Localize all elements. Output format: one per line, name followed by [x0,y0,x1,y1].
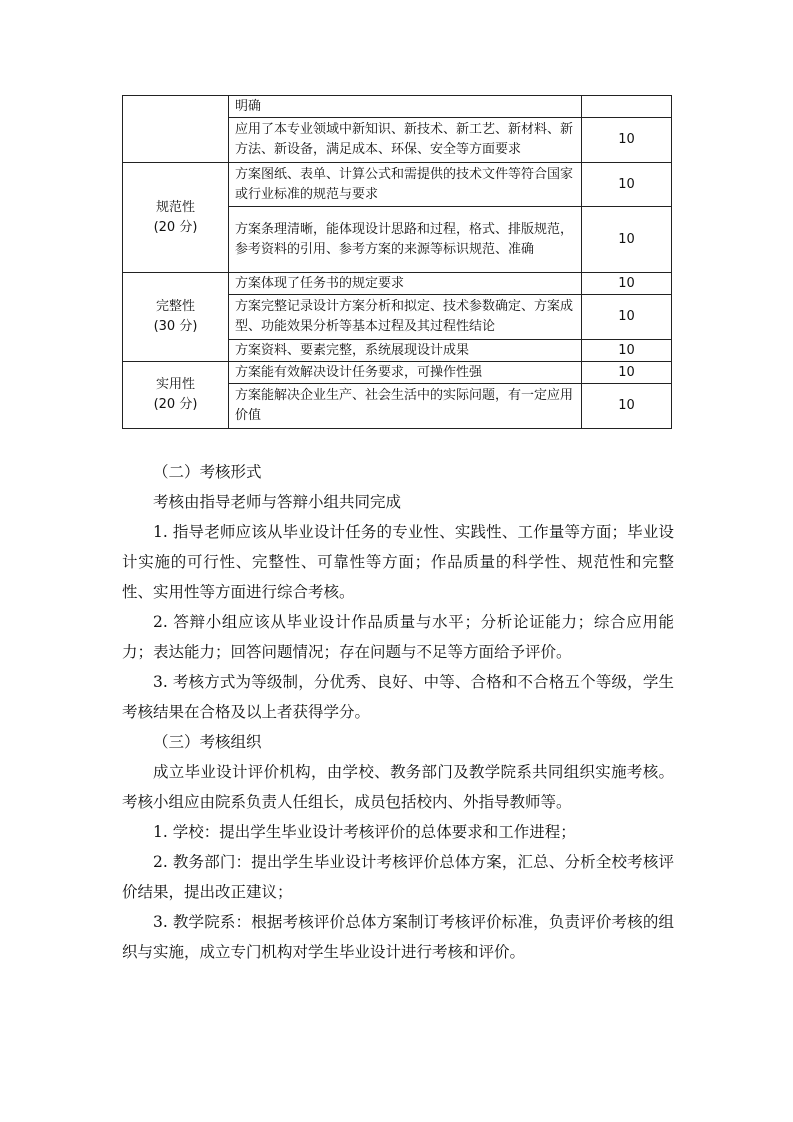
table-row [123,163,672,207]
criterion-cell: 方案体现了任务书的规定要求 [229,273,582,295]
paragraph: 2. 教务部门：提出学生毕业设计考核评价总体方案，汇总、分析全校考核评价结果，提出改正建议； [122,853,674,901]
criterion-cell: 方案完整记录设计方案分析和拟定、技术参数确定、方案成型、功能效果分析等基本过程及其过程性结论 [229,295,582,340]
criterion-cell: 应用了本专业领域中新知识、新技术、新工艺、新材料、新方法、新设备，满足成本、环保、安全等方面要求 [229,118,582,163]
section-heading: （三）考核组织 [153,733,262,751]
category-name: 规范性 [155,199,195,215]
paragraph: 1. 学校：提出学生毕业设计考核评价的总体要求和工作进程； [153,823,576,841]
paragraph: 成立毕业设计评价机构，由学校、教务部门及教学院系共同组织实施考核。考核小组应由院系负责人任组长，成员包括校内、外指导教师等。 [122,763,674,811]
score-cell: 10 [582,295,672,340]
body-text [122,457,674,967]
category-name: 完整性 [155,299,195,314]
category-points: (30 分) [153,319,198,334]
section-heading: （二）考核形式 [153,463,262,481]
criterion-cell: 方案条理清晰，能体现设计思路和过程，格式、排版规范，参考资料的引用、参考方案的来源等标识规范、准确 [229,207,582,273]
paragraph: 3. 考核方式为等级制，分优秀、良好、中等、合格和不合格五个等级，学生考核结果在合格及以上者获得学分。 [122,673,674,721]
score-cell: 10 [582,384,672,429]
category-points: (20 分) [153,219,198,235]
table-row [123,273,672,295]
criterion-cell: 方案能有效解决设计任务要求，可操作性强 [229,362,582,384]
score-cell [582,96,672,118]
category-cell-empty [123,96,229,163]
criterion-cell: 方案资料、要素完整，系统展现设计成果 [229,340,582,362]
paragraph: 3. 教学院系：根据考核评价总体方案制订考核评价标准，负责评价考核的组织与实施，成立专门机构对学生毕业设计进行考核和评价。 [122,913,674,961]
score-cell: 10 [582,207,672,273]
criterion-cell: 方案图纸、表单、计算公式和需提供的技术文件等符合国家或行业标准的规范与要求 [229,163,582,207]
paragraph: 1. 指导老师应该从毕业设计任务的专业性、实践性、工作量等方面；毕业设计实施的可行性、完整性、可靠性等方面；作品质量的科学性、规范性和完整性、实用性等方面进行综合考核。 [122,523,674,601]
score-cell: 10 [582,340,672,362]
category-cell [123,362,229,429]
score-cell: 10 [582,362,672,384]
score-cell: 10 [582,163,672,207]
score-cell: 10 [582,118,672,163]
category-cell [123,163,229,273]
paragraph: 2. 答辩小组应该从毕业设计作品质量与水平；分析论证能力；综合应用能力；表达能力；回答问题情况；存在问题与不足等方面给予评价。 [122,613,674,661]
score-cell: 10 [582,273,672,295]
table-row [123,362,672,384]
category-name: 实用性 [155,377,195,392]
evaluation-table [122,95,672,429]
category-cell [123,273,229,362]
criterion-cell: 明确 [229,96,582,118]
table-row [123,96,672,118]
paragraph: 考核由指导老师与答辩小组共同完成 [153,493,402,511]
category-points: (20 分) [153,397,198,412]
criterion-cell: 方案能解决企业生产、社会生活中的实际问题，有一定应用价值 [229,384,582,429]
